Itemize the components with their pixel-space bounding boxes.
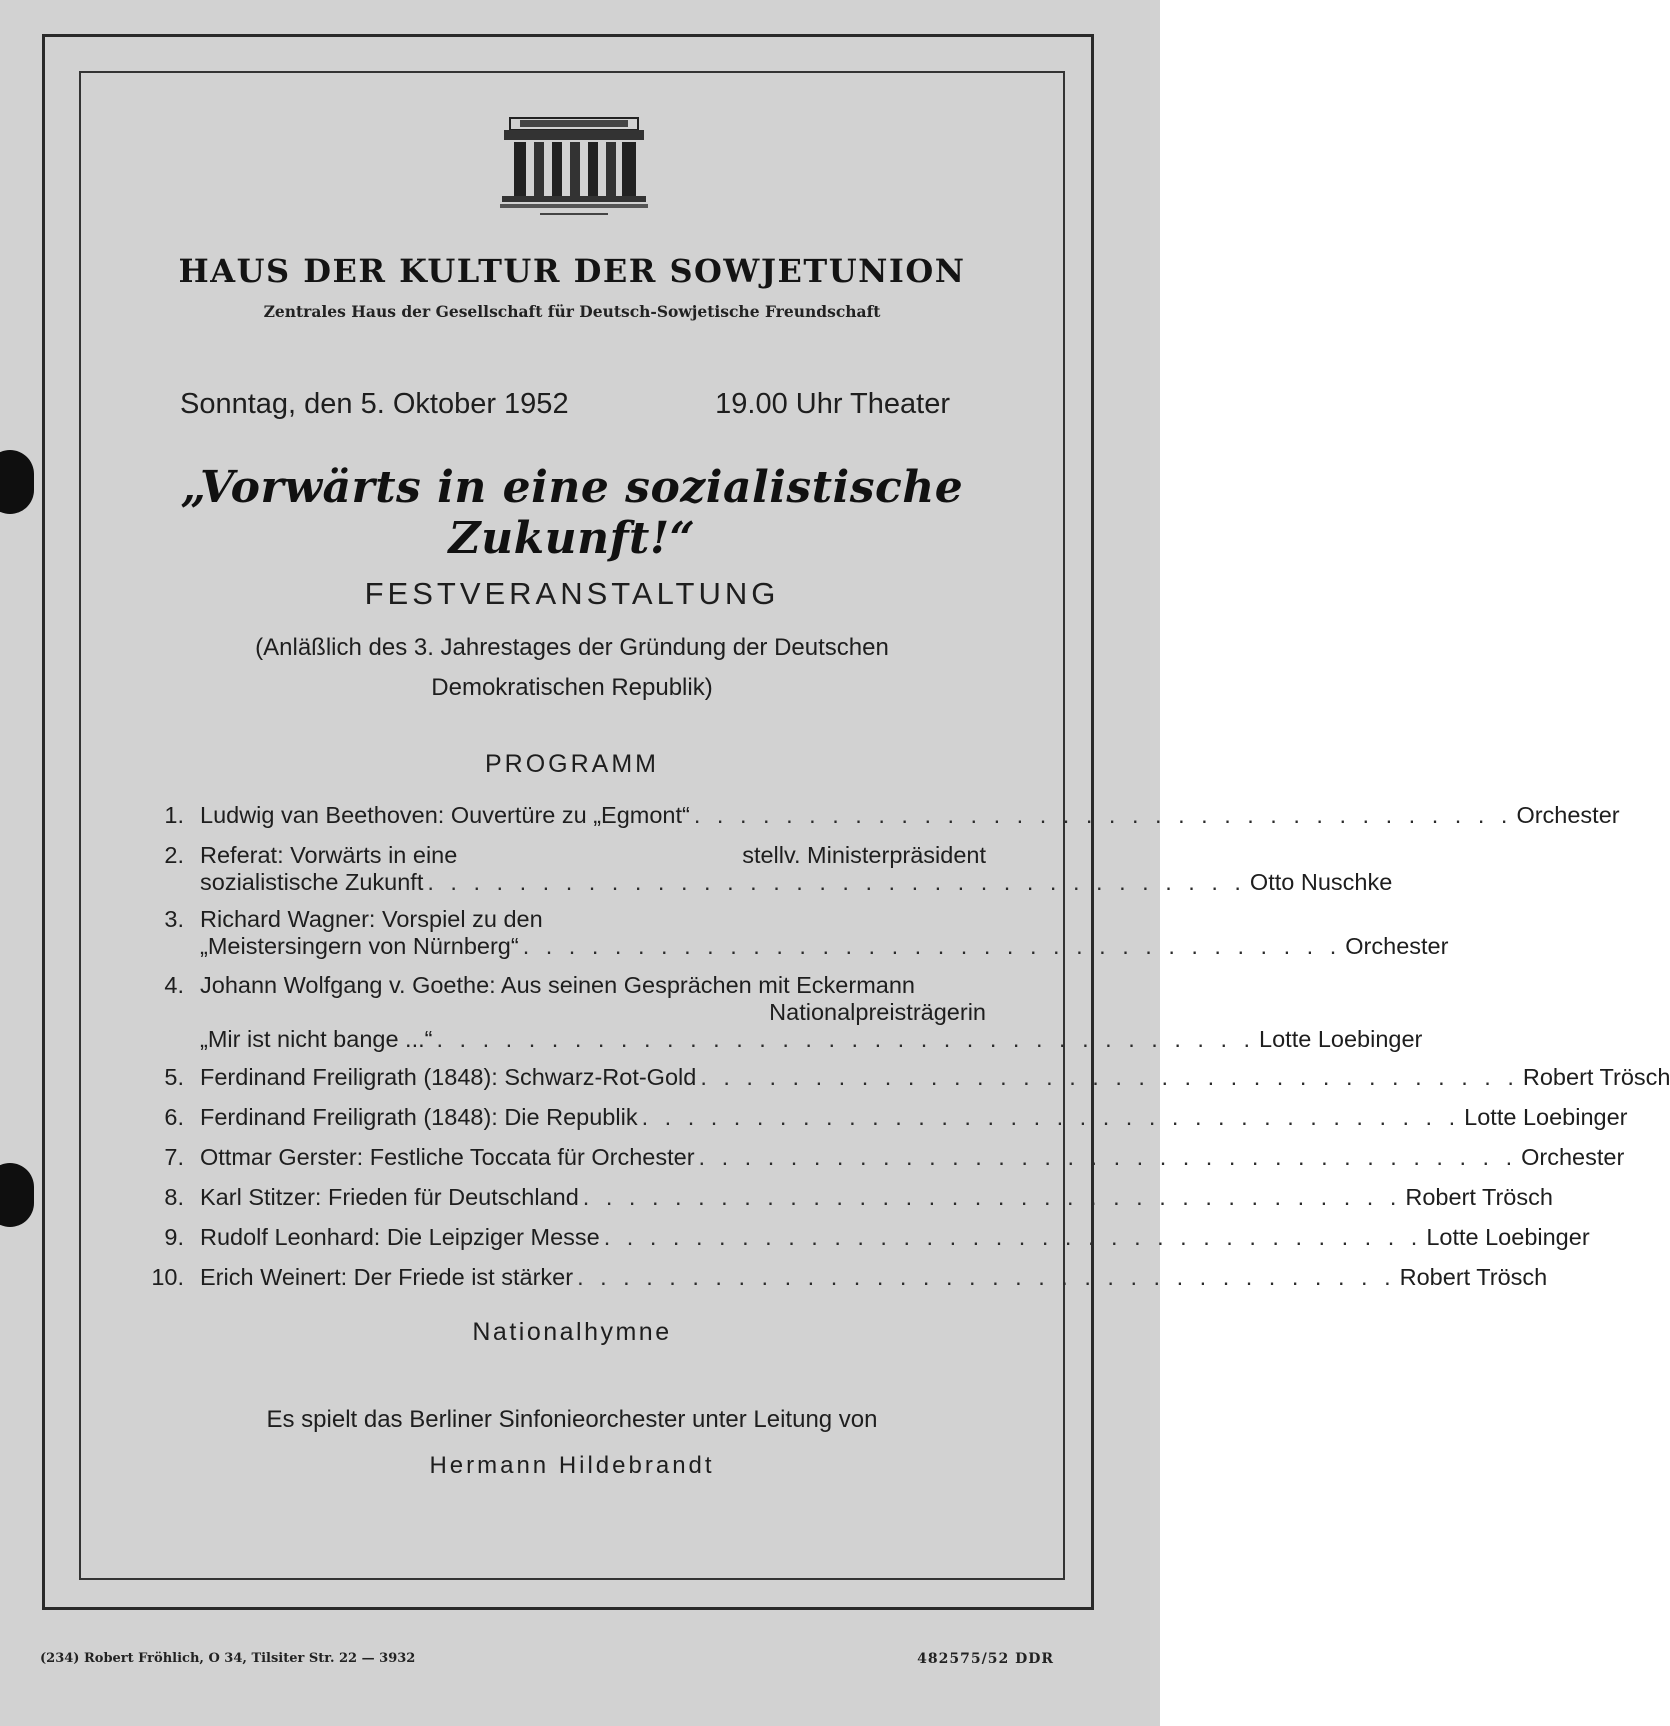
program-item bbox=[160, 1184, 1553, 1224]
item-title: Karl Stitzer: Frieden für Deutschland bbox=[200, 1184, 579, 1210]
program-item bbox=[151, 1264, 1548, 1304]
program-item bbox=[160, 1144, 1625, 1184]
conductor-name: Hermann Hildebrandt bbox=[429, 1452, 715, 1479]
leader-dots: . . . . . . . . . . . . . . . . . . . . . . . . . . . . . . . . . . . . bbox=[700, 1064, 1519, 1090]
item-number: 1. bbox=[164, 802, 184, 828]
program-heading: PROGRAMM bbox=[485, 750, 659, 778]
leader-dots: . . . . . . . . . . . . . . . . . . . . . . . . . . . . . . . . . . . . bbox=[577, 1264, 1396, 1290]
institution-subtitle: Zentrales Haus der Gesellschaft für Deutsch-Sowjetische Freundschaft bbox=[263, 302, 881, 321]
punch-hole-top bbox=[0, 450, 34, 514]
leader-dots: . . . . . . . . . . . . . . . . . . . . . . . . . . . . . . . . . . . . bbox=[582, 1184, 1402, 1210]
item-title: Ludwig van Beethoven: Ouvertüre zu „Egmont“ bbox=[200, 802, 690, 828]
item-title-line1: Referat: Vorwärts in eine bbox=[200, 842, 458, 868]
print-license-code: 482575/52 DDR bbox=[917, 1651, 1054, 1667]
item-performer: Lotte Loebinger bbox=[1426, 1224, 1590, 1250]
item-title: Ottmar Gerster: Festliche Toccata für Orchester bbox=[200, 1144, 695, 1170]
occasion-line-2: Demokratischen Republik) bbox=[431, 674, 713, 701]
program-item bbox=[160, 842, 1393, 906]
item-performer: Robert Trösch bbox=[1399, 1264, 1548, 1290]
item-role: stellv. Ministerpräsident bbox=[742, 842, 986, 868]
item-number: 3. bbox=[164, 906, 184, 932]
item-performer: Lotte Loebinger bbox=[1464, 1104, 1628, 1130]
item-title: „Meistersingern von Nürnberg“ bbox=[200, 933, 519, 959]
event-time-place: 19.00 Uhr Theater bbox=[715, 388, 950, 420]
program-list bbox=[151, 802, 1670, 1304]
item-title-line1: Richard Wagner: Vorspiel zu den bbox=[200, 906, 543, 932]
leader-dots: . . . . . . . . . . . . . . . . . . . . . . . . . . . . . . . . . . . . bbox=[436, 1026, 1256, 1052]
institution-title: HAUS DER KULTUR DER SOWJETUNION bbox=[178, 252, 966, 290]
event-heading: FESTVERANSTALTUNG bbox=[364, 576, 780, 611]
event-occasion bbox=[79, 628, 1065, 708]
item-title-line1: Johann Wolfgang v. Goethe: Aus seinen Gesprächen mit Eckermann bbox=[200, 972, 915, 998]
program-item bbox=[160, 906, 1449, 972]
item-role: Nationalpreisträgerin bbox=[769, 999, 986, 1025]
event-date: Sonntag, den 5. Oktober 1952 bbox=[180, 388, 569, 420]
item-performer: Otto Nuschke bbox=[1249, 869, 1393, 895]
program-item bbox=[160, 1064, 1670, 1104]
item-performer: Robert Trösch bbox=[1522, 1064, 1670, 1090]
leader-dots: . . . . . . . . . . . . . . . . . . . . . . . . . . . . . . . . . . . . bbox=[427, 869, 1246, 895]
program-item bbox=[160, 802, 1620, 842]
leader-dots: . . . . . . . . . . . . . . . . . . . . . . . . . . . . . . . . . . . . bbox=[698, 1144, 1518, 1170]
item-title: Rudolf Leonhard: Die Leipziger Messe bbox=[200, 1224, 600, 1250]
item-title: „Mir ist nicht bange ...“ bbox=[200, 1026, 433, 1052]
item-number: 6. bbox=[164, 1104, 184, 1130]
item-title: Ferdinand Freiligrath (1848): Die Republik bbox=[200, 1104, 638, 1130]
leader-dots: . . . . . . . . . . . . . . . . . . . . . . . . . . . . . . . . . . . . bbox=[641, 1104, 1461, 1130]
item-number: 2. bbox=[164, 842, 184, 868]
item-performer: Orchester bbox=[1516, 802, 1620, 828]
building-logo-icon bbox=[500, 112, 648, 220]
item-number: 10. bbox=[151, 1264, 184, 1290]
punch-hole-bottom bbox=[0, 1163, 34, 1227]
program-item bbox=[160, 1224, 1590, 1264]
item-performer: Robert Trösch bbox=[1405, 1184, 1553, 1210]
national-anthem: Nationalhymne bbox=[472, 1318, 672, 1346]
item-number: 7. bbox=[164, 1144, 184, 1170]
item-number: 4. bbox=[164, 972, 184, 998]
leader-dots: . . . . . . . . . . . . . . . . . . . . . . . . . . . . . . . . . . . . bbox=[693, 802, 1513, 828]
printer-imprint: (234) Robert Fröhlich, O 34, Tilsiter Str. 22 — 3932 bbox=[40, 1651, 416, 1666]
program-item bbox=[160, 1104, 1628, 1144]
item-number: 8. bbox=[164, 1184, 184, 1210]
leader-dots: . . . . . . . . . . . . . . . . . . . . . . . . . . . . . . . . . . . . bbox=[522, 933, 1342, 959]
item-performer: Lotte Loebinger bbox=[1259, 1026, 1423, 1052]
item-title: Ferdinand Freiligrath (1848): Schwarz-Rot-Gold bbox=[200, 1064, 697, 1090]
item-performer: Orchester bbox=[1345, 933, 1449, 959]
item-number: 5. bbox=[164, 1064, 184, 1090]
program-item bbox=[160, 972, 1423, 1064]
leader-dots: . . . . . . . . . . . . . . . . . . . . . . . . . . . . . . . . . . . . bbox=[603, 1224, 1423, 1250]
occasion-line-1: (Anläßlich des 3. Jahrestages der Gründung der Deutschen bbox=[255, 634, 889, 661]
orchestra-line: Es spielt das Berliner Sinfonieorchester unter Leitung von bbox=[266, 1406, 878, 1433]
item-title: sozialistische Zukunft bbox=[200, 869, 424, 895]
item-performer: Orchester bbox=[1521, 1144, 1625, 1170]
item-number: 9. bbox=[164, 1224, 184, 1250]
event-slogan: „Vorwärts in eine sozialistische Zukunft!“ bbox=[180, 462, 964, 564]
item-title: Erich Weinert: Der Friede ist stärker bbox=[200, 1264, 574, 1290]
